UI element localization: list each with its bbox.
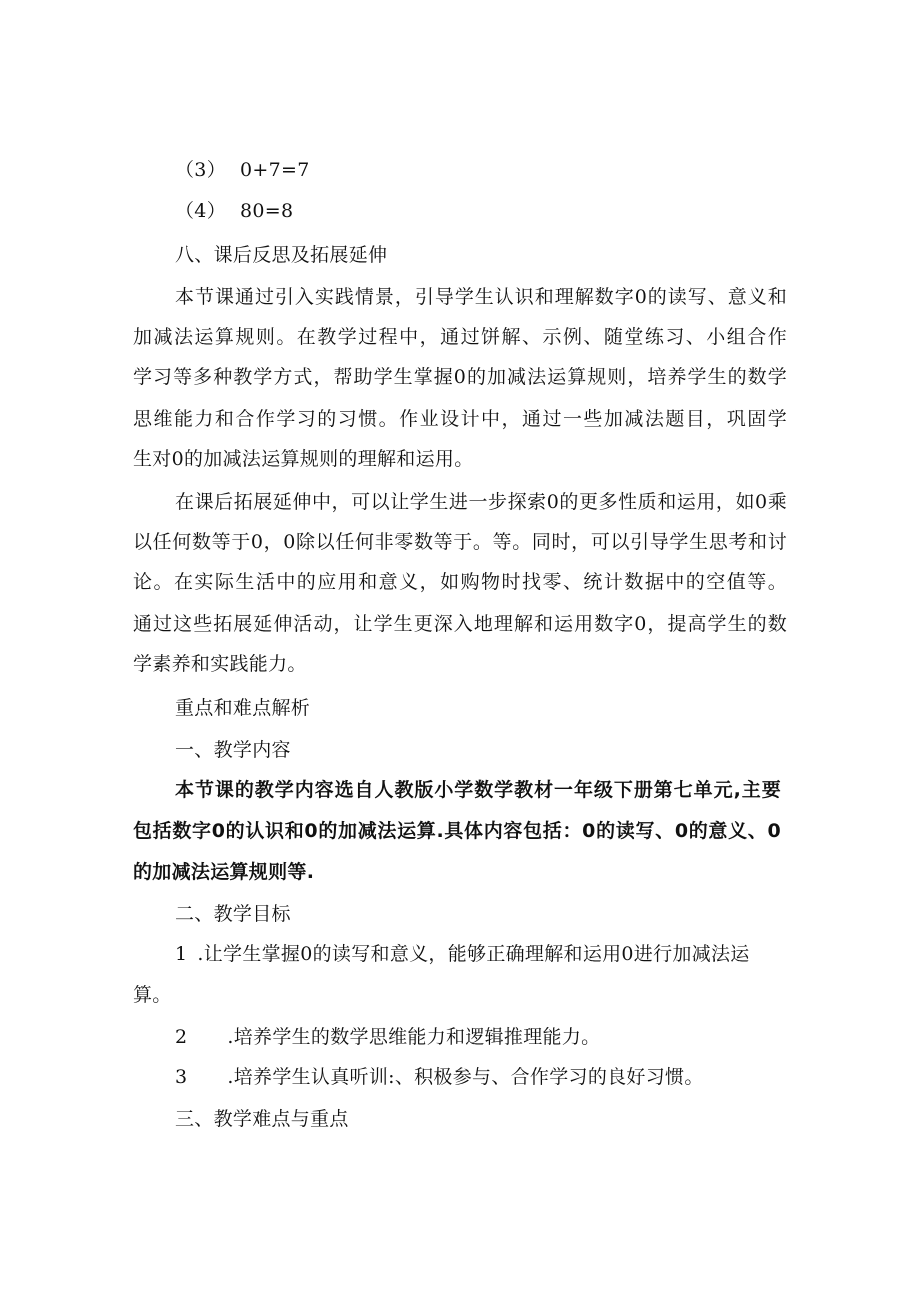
goal-continuation: 算。 (133, 984, 172, 1006)
section-heading: 三、教学难点与重点 (175, 1108, 349, 1130)
section-heading: 二、教学目标 (175, 903, 291, 925)
list-item (175, 158, 310, 182)
goal-number: 3 (175, 1066, 188, 1088)
paragraph-line: 通过这些拓展延伸活动，让学生更深入地理解和运用数字0，提高学生的数 (133, 613, 787, 635)
paragraph-line: 在课后拓展延伸中，可以让学生进一步探索0的更多性质和运用，如0乘 (175, 491, 787, 513)
goal-item (175, 1025, 600, 1049)
paragraph-line: 学素养和实践能力。 (133, 653, 307, 675)
paragraph-line: 包括数字0的认识和0的加减法运算.具体内容包括：0的读写、0的意义、0 (133, 820, 781, 842)
goal-text: .培养学生认真听训:、积极参与、合作学习的良好习惯。 (227, 1066, 704, 1088)
goal-item (175, 942, 787, 966)
goal-item (175, 1065, 704, 1089)
paragraph-line: 生对0的加减法运算规则的理解和运用。 (133, 448, 474, 470)
goal-number: 2 (175, 1026, 188, 1048)
paragraph-line: 本节课的教学内容选自人教版小学数学教材一年级下册第七单元,主要 (175, 779, 781, 801)
paragraph-line: 以任何数等于0，0除以任何非零数等于。等。同时，可以引导学生思考和讨 (133, 531, 787, 553)
goal-text: .让学生掌握0的读写和意义，能够正确理解和运用0进行加减法运 (197, 943, 750, 965)
section-heading: 一、教学内容 (175, 739, 291, 761)
paragraph-line: 论。在实际生活中的应用和意义，如购物时找零、统计数据中的空值等。 (133, 571, 787, 593)
list-text: 0+7=7 (240, 159, 310, 181)
paragraph-line: 学习等多种教学方式，帮助学生掌握0的加减法运算规则，培养学生的数学 (133, 366, 787, 388)
paragraph-line: 本节课通过引入实践情景，引导学生认识和理解数字0的读写、意义和 (175, 286, 787, 308)
goal-number: 1 (175, 943, 188, 965)
paragraph-line: 的加减法运算规则等. (133, 861, 315, 883)
list-number: （3） (175, 159, 226, 181)
paragraph-line: 加减法运算规则。在教学过程中，通过饼解、示例、随堂练习、小组合作 (133, 326, 787, 348)
list-item (175, 199, 293, 223)
section-heading: 八、课后反思及拓展延伸 (175, 244, 388, 266)
list-number: （4） (175, 200, 226, 222)
list-text: 80=8 (240, 200, 294, 222)
section-title: 重点和难点解析 (175, 697, 311, 719)
goal-text: .培养学生的数学思维能力和逻辑推理能力。 (227, 1026, 601, 1048)
paragraph-line: 思维能力和合作学习的习惯。作业设计中，通过一些加减法题目，巩固学 (133, 408, 787, 430)
